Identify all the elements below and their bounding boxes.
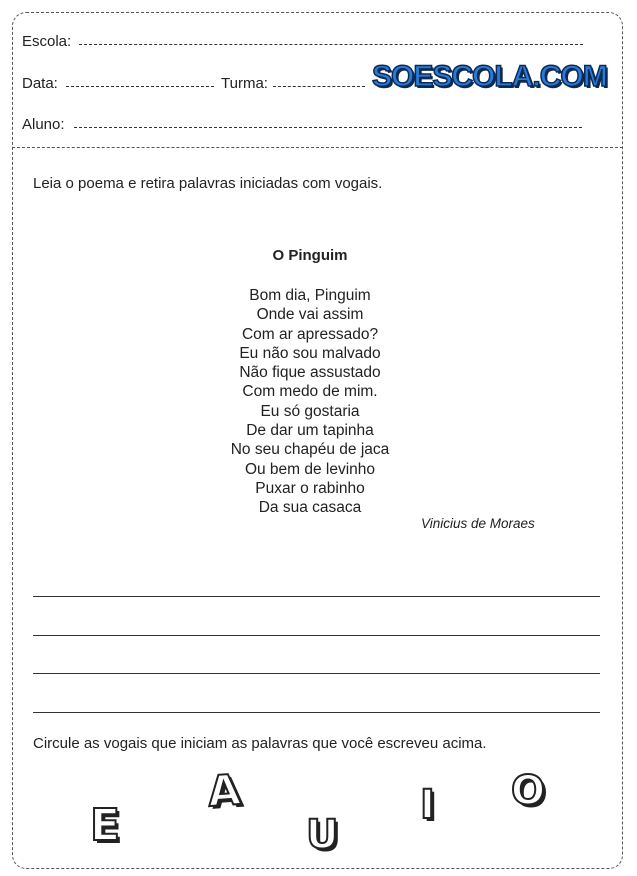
vowel-a[interactable]: A xyxy=(206,764,243,817)
poem-line: De dar um tapinha xyxy=(246,422,374,440)
header-divider xyxy=(12,147,623,148)
poem-author: Vinicius de Moraes xyxy=(421,516,535,531)
writing-line[interactable] xyxy=(33,712,600,713)
poem-line: Com medo de mim. xyxy=(242,383,378,401)
vowel-e[interactable]: E xyxy=(90,800,121,851)
poem-title: O Pinguim xyxy=(272,247,348,264)
poem-line: Onde vai assim xyxy=(256,306,364,324)
poem-line: Puxar o rabinho xyxy=(255,479,365,497)
vowel-i[interactable]: I xyxy=(420,782,435,828)
date-field[interactable] xyxy=(66,86,214,87)
poem-line: Eu não sou malvado xyxy=(239,344,381,362)
poem-line: Ou bem de levinho xyxy=(244,460,376,478)
class-label: Turma: xyxy=(221,75,268,92)
school-field[interactable] xyxy=(79,44,583,45)
vowel-o[interactable]: O xyxy=(511,768,546,814)
vowel-u[interactable]: U xyxy=(306,812,339,858)
site-logo: SOESCOLA.COM xyxy=(372,60,607,93)
writing-line[interactable] xyxy=(33,635,600,636)
writing-line[interactable] xyxy=(33,673,600,674)
poem-line: No seu chapéu de jaca xyxy=(230,441,390,459)
poem-line: Bom dia, Pinguim xyxy=(249,287,371,304)
instruction-circle-vowels: Circule as vogais que iniciam as palavras que você escreveu acima. xyxy=(33,735,487,752)
poem-line: Eu só gostaria xyxy=(260,402,360,420)
poem-line: Com ar apressado? xyxy=(241,325,379,343)
date-label: Data: xyxy=(22,75,58,92)
poem-body xyxy=(0,286,620,518)
student-field[interactable] xyxy=(74,127,582,128)
writing-line[interactable] xyxy=(33,596,600,597)
poem-line: Da sua casaca xyxy=(258,499,362,517)
poem-line: Não fique assustado xyxy=(239,364,381,382)
school-label: Escola: xyxy=(22,33,72,50)
instruction-read-poem: Leia o poema e retira palavras iniciadas com vogais. xyxy=(33,175,383,192)
class-field[interactable] xyxy=(273,86,365,87)
student-label: Aluno: xyxy=(22,116,65,133)
